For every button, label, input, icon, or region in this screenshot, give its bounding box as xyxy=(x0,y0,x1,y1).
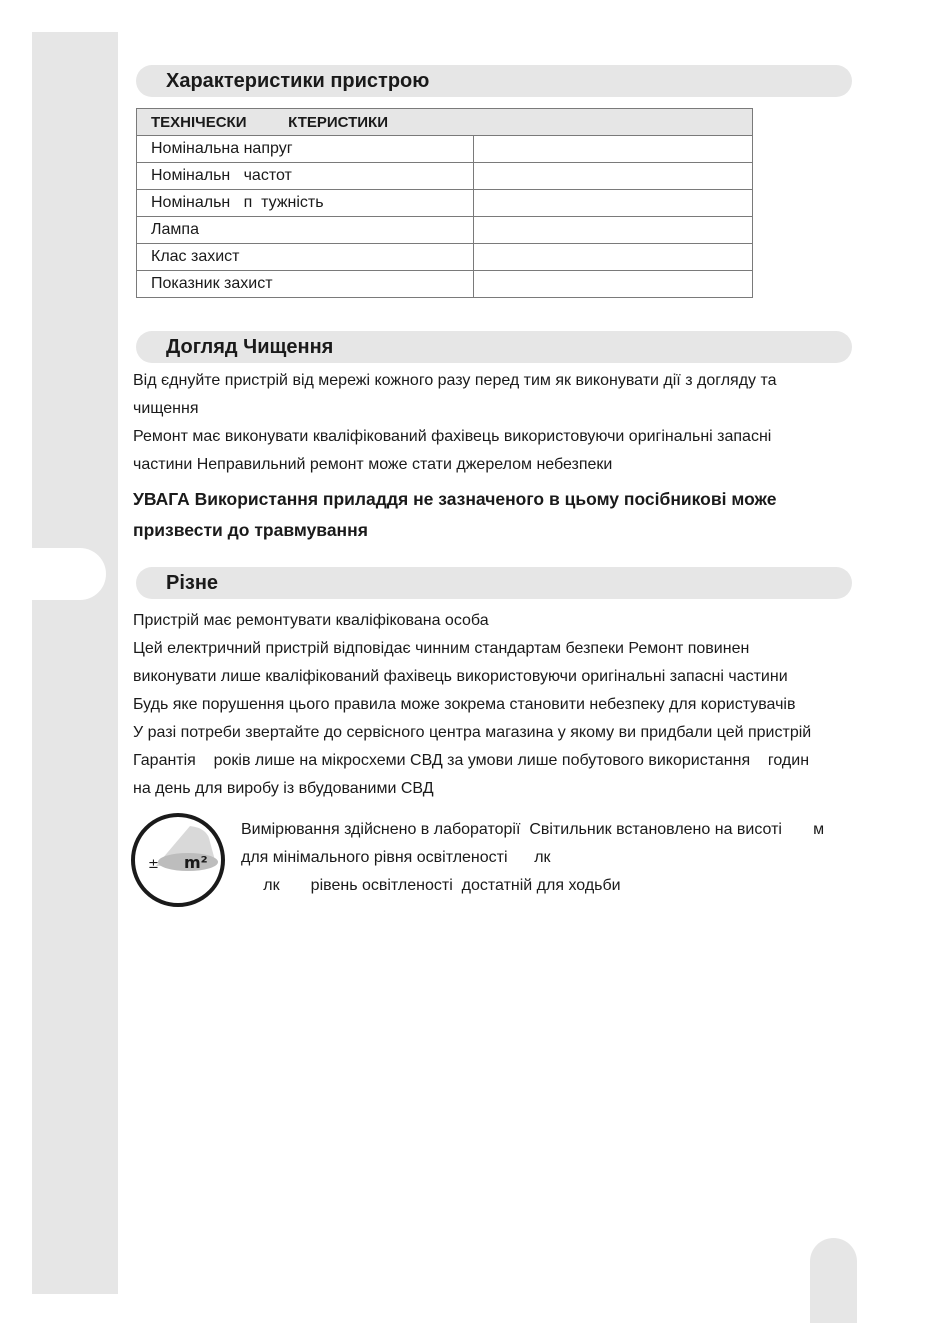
table-row xyxy=(137,190,753,217)
row-label: Лампа xyxy=(137,217,474,244)
light-coverage-icon xyxy=(130,812,226,908)
table-header: ТЕХНІЧЕСКИ КТЕРИСТИКИ xyxy=(137,109,753,136)
warning-line: призвести до травмування xyxy=(133,520,368,540)
lux-line: лк рівень освітленості достатній для ходьби xyxy=(241,877,621,894)
care-text xyxy=(133,367,843,479)
table-row xyxy=(137,244,753,271)
misc-line: на день для виробу із вбудованими СВД xyxy=(133,780,434,797)
section-title-care: Догляд Чищення xyxy=(136,331,852,363)
lux-line: Вимірювання здійснено в лабораторії Світильник встановлено на висоті м xyxy=(241,821,825,838)
page-number-tab xyxy=(810,1238,857,1323)
row-label: Номінальн п тужність xyxy=(137,190,474,217)
misc-text xyxy=(133,607,853,803)
row-label: Показник захист xyxy=(137,271,474,298)
misc-line: Гарантія років лише на мікросхеми СВД за умови лише побутового використання годин xyxy=(133,752,810,769)
row-label: Номінальн частот xyxy=(137,163,474,190)
section-title-misc: Різне xyxy=(136,567,852,599)
row-value xyxy=(474,190,753,217)
side-notch xyxy=(32,548,106,600)
care-line: Ремонт має виконувати кваліфікований фахівець використовуючи оригінальні запасні xyxy=(133,428,772,445)
row-label: Клас захист xyxy=(137,244,474,271)
specs-table xyxy=(136,108,753,298)
misc-line: Будь яке порушення цього правила може зокрема становити небезпеку для користувачів xyxy=(133,696,796,713)
row-value xyxy=(474,271,753,298)
area-unit-label: m² xyxy=(184,853,208,872)
table-row xyxy=(137,271,753,298)
misc-line: Пристрій має ремонтувати кваліфікована особа xyxy=(133,612,489,629)
table-row xyxy=(137,217,753,244)
lux-text xyxy=(241,816,841,900)
care-line: чищення xyxy=(133,400,199,417)
row-label: Номінальна напруг xyxy=(137,136,474,163)
care-line: частини Неправильний ремонт може стати джерелом небезпеки xyxy=(133,456,613,473)
row-value xyxy=(474,217,753,244)
side-strip xyxy=(32,32,118,1294)
table-row xyxy=(137,163,753,190)
care-line: Від єднуйте пристрій від мережі кожного разу перед тим як виконувати дії з догляду та xyxy=(133,372,777,389)
warning-text xyxy=(133,484,848,546)
row-value xyxy=(474,136,753,163)
section-title-specs: Характеристики пристрою xyxy=(136,65,852,97)
misc-line: У разі потреби звертайте до сервісного центра магазина у якому ви придбали цей пристрій xyxy=(133,724,812,741)
row-value xyxy=(474,163,753,190)
misc-line: Цей електричний пристрій відповідає чинним стандартам безпеки Ремонт повинен xyxy=(133,640,750,657)
misc-line: виконувати лише кваліфікований фахівець використовуючи оригінальні запасні частини xyxy=(133,668,788,685)
table-header-row xyxy=(137,109,753,136)
lux-line: для мінімального рівня освітленості лк xyxy=(241,849,551,866)
warning-line: УВАГА Використання приладдя не зазначеного в цьому посібникові може xyxy=(133,489,777,509)
row-value xyxy=(474,244,753,271)
table-row xyxy=(137,136,753,163)
plus-minus-label: ± xyxy=(148,857,159,872)
